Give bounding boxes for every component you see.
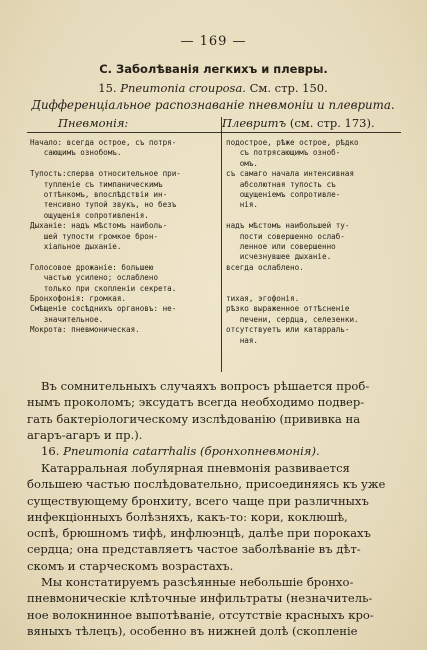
paragraph-line: гать бактеріологическому изслѣдованію (прививка на — [27, 411, 361, 426]
right-line — [226, 211, 359, 221]
left-column — [30, 138, 181, 336]
paragraph-line: пневмоническіе клѣточные инфильтраты (незначитель- — [27, 591, 373, 606]
left-column-header: Пневмонія: — [58, 116, 129, 130]
right-line: печени, сердца, селезенки. — [226, 314, 359, 324]
paragraph-line: большею частью послѣдовательно, присоединяясь къ уже — [27, 477, 386, 492]
left-line — [30, 252, 181, 262]
right-header-title: Плевритъ — [222, 116, 287, 130]
left-line: сающимъ ознобомъ. — [30, 148, 122, 158]
paragraph-line: скомъ и старческомъ возрастахъ. — [27, 558, 234, 573]
right-line: ленное или совершенно — [226, 242, 336, 252]
right-line — [226, 284, 359, 294]
right-line: рѣзко выраженное оттѣсненіе — [226, 304, 350, 314]
paragraph-line: оспѣ, брюшномъ тифѣ, инфлюэнцѣ, далѣе при порокахъ — [27, 526, 371, 541]
paragraph-line: сердца; она представляетъ частое заболѣваніе въ дѣт- — [27, 542, 361, 557]
left-line: тенсивно тупой звукъ, но безъ — [30, 200, 177, 210]
left-line: Бронхофонія: громкая. — [30, 294, 127, 304]
left-line: Мокрота: пневмоническая. — [30, 325, 140, 335]
page-number: — 169 — — [180, 34, 247, 49]
table-top-rule — [27, 132, 401, 133]
right-line: пости совершенно ослаб- — [226, 231, 345, 241]
left-line: Дыханіе: надъ мѣстомъ наиболь- — [30, 221, 168, 231]
item16-number: 16. — [41, 444, 60, 458]
paragraph-line: Въ сомнительныхъ случаяхъ вопросъ рѣшается проб- — [41, 379, 370, 393]
right-line: ная. — [226, 335, 259, 345]
right-line: съ потрясающимъ озноб- — [226, 148, 341, 158]
section-heading: С. Заболѣванія легкихъ и плевры. — [99, 62, 328, 76]
paragraph-line: вяныхъ тѣлецъ), особенно въ нижней долѣ (скопленіе — [27, 623, 358, 638]
right-line: исчезнувшее дыханіе. — [226, 252, 332, 262]
right-column-header — [222, 116, 375, 130]
right-line — [226, 273, 359, 283]
paragraph-line: инфекціонныхъ болѣзняхъ, какъ-то: кори, коклюшѣ, — [27, 509, 348, 524]
item15-title: Pneumonia crouposa. — [120, 81, 246, 95]
paragraph-infiltrates — [27, 574, 401, 639]
left-line: хіальное дыханіе. — [30, 242, 122, 252]
item16-paren: (бронхопневмонія). — [199, 444, 320, 458]
right-line: тихая, эгофонія. — [226, 294, 300, 304]
left-line: Начало: всегда острое, съ потря- — [30, 138, 177, 147]
paragraph-line: существующему бронхиту, всего чаще при различныхъ — [27, 493, 369, 508]
right-line: отсутствуетъ или катарраль- — [226, 325, 350, 335]
left-line: только при скопленіи секрета. — [30, 283, 177, 293]
item15-ref: См. стр. 150. — [249, 81, 328, 95]
right-line: надъ мѣстомъ наибольшей ту- — [226, 221, 350, 231]
paragraph-line: агаръ-агаръ и пр.). — [27, 427, 143, 442]
paragraph-puncture — [27, 378, 401, 443]
table-column-divider — [221, 117, 222, 372]
left-line: Смѣщеніе сосѣднихъ органовъ: не- — [30, 304, 177, 314]
right-line: всегда ослаблено. — [226, 262, 304, 272]
left-line: шей тупости громкое брон- — [30, 231, 159, 241]
left-line: оттѣнкомъ, впослѣдствіи ин- — [30, 190, 168, 200]
right-line: нія. — [226, 200, 259, 210]
paragraph-line: ное волокнинное выпотѣваніе, отсутствіе красныхъ кро- — [27, 607, 374, 622]
paragraph-line: Мы констатируемъ разсѣянные небольшіе бронхо- — [41, 575, 354, 589]
right-line: ощущеніемъ сопротивле- — [226, 190, 341, 200]
item16-title: Pneumonia catarrhalis — [63, 444, 197, 458]
item15-subtitle: Дифференціальное распознаваніе пневмоніи и плеврита. — [31, 98, 395, 112]
right-line: съ самаго начала интенсивная — [226, 169, 355, 179]
left-line: Тупость:сперва относительное при- — [30, 169, 181, 179]
right-header-ref: (см. стр. 173). — [289, 116, 375, 130]
left-line — [30, 159, 181, 169]
item16-title-line — [27, 443, 401, 459]
paragraph-catarrhal — [27, 460, 401, 574]
right-line: омъ. — [226, 158, 259, 168]
item15-title-line — [27, 80, 399, 96]
left-line: тупленіе съ тимпаническимъ — [30, 179, 163, 189]
left-line: Голосовое дрожаніе: большею — [30, 262, 154, 272]
item15-number: 15. — [98, 81, 117, 95]
right-column — [226, 138, 359, 346]
left-line: ощущенія сопротивленія. — [30, 210, 149, 220]
right-line: абсолютная тупость съ — [226, 179, 336, 189]
right-line: подострое, рѣже острое, рѣдко — [226, 138, 359, 147]
left-line: значительное. — [30, 314, 104, 324]
paragraph-line: нымъ прокoломъ; эксудатъ всегда необходимо подвер- — [27, 395, 365, 410]
paragraph-line: Катарральная лобулярная пневмонія развивается — [41, 461, 350, 475]
left-line: частью усилено; ослаблено — [30, 273, 159, 283]
